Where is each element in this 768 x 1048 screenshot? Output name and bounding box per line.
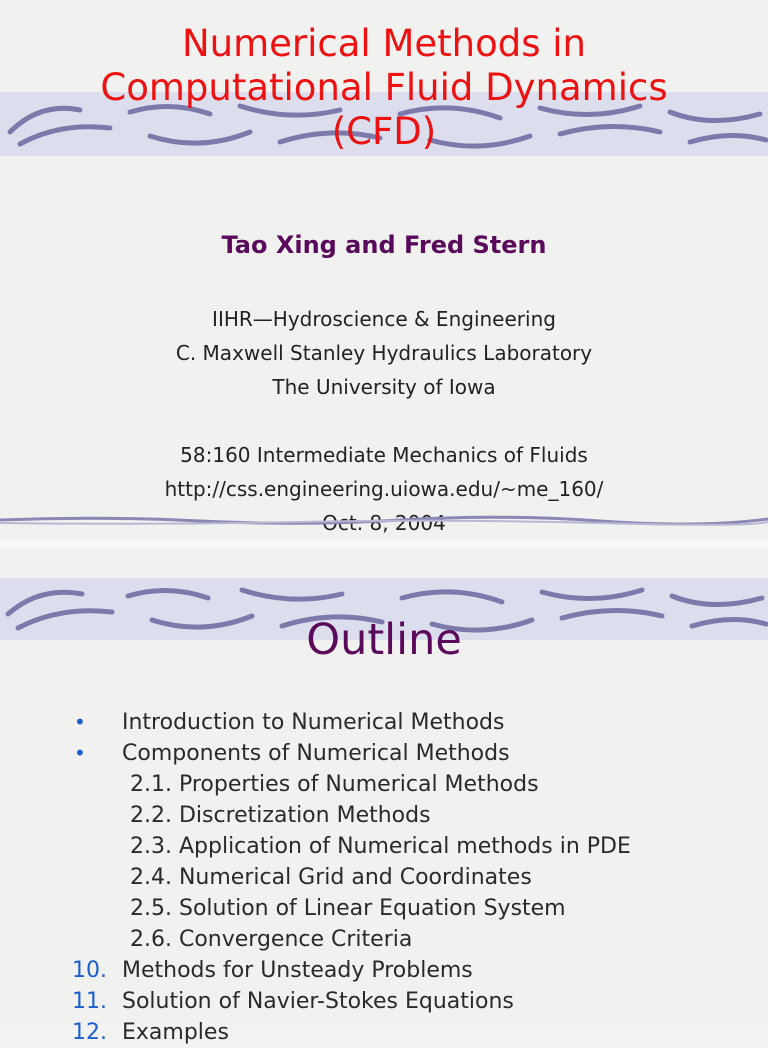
presentation-title bbox=[0, 22, 768, 154]
list-number: 11. bbox=[72, 989, 107, 1014]
affiliation-line-3: The University of Iowa bbox=[272, 375, 496, 399]
title-line-2: Computational Fluid Dynamics bbox=[100, 66, 668, 109]
list-subitem-text: 2.6. Convergence Criteria bbox=[130, 927, 413, 952]
authors: Tao Xing and Fred Stern bbox=[221, 231, 547, 259]
affiliation-block bbox=[0, 302, 768, 540]
title-line-3: (CFD) bbox=[331, 110, 437, 153]
list-item-text: Solution of Navier-Stokes Equations bbox=[122, 989, 514, 1014]
list-subitem-text: 2.3. Application of Numerical methods in PDE bbox=[130, 834, 631, 859]
affiliation-line-2: C. Maxwell Stanley Hydraulics Laboratory bbox=[175, 341, 593, 365]
list-subitem-text: 2.5. Solution of Linear Equation System bbox=[130, 896, 566, 921]
course-name: 58:160 Intermediate Mechanics of Fluids bbox=[180, 443, 588, 467]
divider-decoration bbox=[0, 514, 768, 526]
list-marker: • bbox=[74, 710, 86, 734]
course-url: http://css.engineering.uiowa.edu/~me_160/ bbox=[164, 477, 604, 501]
affiliation-line-1: IIHR—Hydroscience & Engineering bbox=[212, 307, 556, 331]
list-item-text: Examples bbox=[122, 1020, 229, 1045]
list-item-text: Methods for Unsteady Problems bbox=[122, 958, 473, 983]
list-number: 10. bbox=[72, 958, 107, 983]
outline-heading: Outline bbox=[306, 615, 462, 665]
list-subitem-text: 2.1. Properties of Numerical Methods bbox=[130, 772, 539, 797]
presentation-date: Oct. 8, 2004 bbox=[322, 511, 446, 535]
list-item-text: Components of Numerical Methods bbox=[122, 741, 510, 766]
list-subitem-text: 2.4. Numerical Grid and Coordinates bbox=[130, 865, 532, 890]
list-item-text: Introduction to Numerical Methods bbox=[122, 710, 505, 735]
list-marker: • bbox=[74, 741, 86, 765]
list-number: 12. bbox=[72, 1020, 107, 1045]
list-subitem-text: 2.2. Discretization Methods bbox=[130, 803, 431, 828]
title-line-1: Numerical Methods in bbox=[181, 22, 587, 65]
